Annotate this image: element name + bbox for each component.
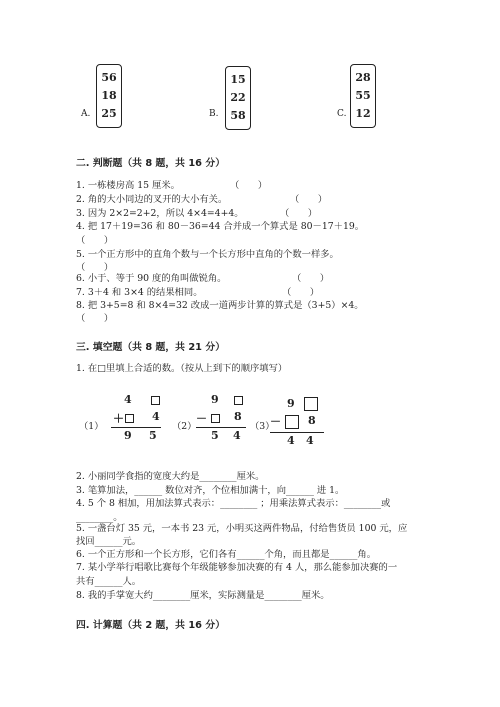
option-a-number-2: 18 <box>101 89 117 102</box>
judge-q1: 1. 一栋楼房高 15 厘米。 <box>76 180 180 191</box>
puzzle-1-result-tens: 9 <box>124 429 132 442</box>
puzzle-3-operator: － <box>270 415 281 428</box>
puzzle-1-mid-box[interactable] <box>125 414 134 423</box>
judge-q2: 2. 角的大小同边的叉开的大小有关。 <box>76 194 228 205</box>
judge-q6: 6. 小于、等于 90 度的角叫做锐角。 <box>76 273 227 284</box>
judge-q6-answer[interactable]: （ ） <box>292 273 330 284</box>
fill-q2: 2. 小丽同学食指的宽度大约是________厘米。 <box>76 471 265 482</box>
judge-q7-answer[interactable]: （ ） <box>282 287 320 298</box>
judge-q5: 5. 一个正方形中的直角个数与一个长方形中直角的个数一样多。 <box>76 249 339 260</box>
puzzle-3-label: （3） <box>250 421 275 432</box>
fill-q7-line2: 共有______人。 <box>76 576 142 587</box>
option-b-number-3: 58 <box>230 109 246 122</box>
puzzle-3-rule <box>270 432 324 433</box>
puzzle-2-label: （2） <box>172 421 197 432</box>
puzzle-3-top-box[interactable] <box>304 397 318 411</box>
puzzle-2-top-box[interactable] <box>234 396 243 405</box>
puzzle-2-rule <box>196 427 246 428</box>
option-a-label: A. <box>81 109 91 119</box>
judge-q3: 3. 因为 2×2=2+2，所以 4×4=4+4。 <box>76 208 244 219</box>
fill-q7-line1: 7. 某小学举行唱歌比赛每个年级能够参加决赛的有 4 人，那么能参加决赛的一 <box>76 562 398 573</box>
option-b-card <box>225 66 251 130</box>
option-c-number-3: 12 <box>355 107 371 120</box>
puzzle-1-operator: ＋ <box>113 412 124 425</box>
judge-q4: 4. 把 17＋19=36 和 80－36=44 合并成一个算式是 80－17＋19。 <box>76 221 365 232</box>
puzzle-1-rule <box>111 427 161 428</box>
puzzle-2-top-digit: 9 <box>211 393 219 406</box>
fill-q3: 3. 笔算加法，______ 数位对齐，个位相加满十，向______ 进 1。 <box>76 485 345 496</box>
option-b-label: B. <box>209 109 219 119</box>
judge-q1-answer[interactable]: （ ） <box>230 180 268 191</box>
puzzle-1-label: （1） <box>79 421 104 432</box>
puzzle-2-result-ones: 4 <box>233 429 241 442</box>
judge-q2-answer[interactable]: （ ） <box>290 194 328 205</box>
judge-q3-answer[interactable]: （ ） <box>280 208 318 219</box>
puzzle-2-mid-digit: 8 <box>234 410 242 423</box>
section-2-title: 二. 判断题（共 8 题，共 16 分） <box>76 158 225 169</box>
option-c-number-1: 28 <box>355 71 371 84</box>
fill-q8: 8. 我的手掌宽大约________厘米，实际测量是________厘米。 <box>76 590 330 601</box>
option-c-label: C. <box>337 109 347 119</box>
puzzle-2-mid-box[interactable] <box>211 414 220 423</box>
fill-q5-line2: 找回______元。 <box>76 536 142 547</box>
puzzle-1-mid-digit: 4 <box>152 410 160 423</box>
puzzle-1-top-digit: 4 <box>124 393 132 406</box>
option-c-card <box>350 64 376 128</box>
puzzle-3-top-digit: 9 <box>287 397 295 410</box>
judge-q8: 8. 把 3+5=8 和 8×4=32 改成一道两步计算的算式是（3+5）×4。 <box>76 300 364 311</box>
option-c-number-2: 55 <box>355 89 371 102</box>
fill-q4-line1: 4. 5 个 8 相加，用加法算式表示：________ ；用乘法算式表示：________或 <box>76 498 391 509</box>
puzzle-2-operator: － <box>196 412 207 425</box>
option-b-number-1: 15 <box>230 73 246 86</box>
option-a-number-1: 56 <box>101 71 117 84</box>
section-3-title: 三. 填空题（共 8 题，共 21 分） <box>76 342 225 353</box>
puzzle-3-result-tens: 4 <box>287 434 295 447</box>
judge-q4-answer[interactable]: （ ） <box>76 235 114 246</box>
fill-q1: 1. 在□里填上合适的数。（按从上到下的顺序填写） <box>76 363 288 374</box>
puzzle-2-result-tens: 5 <box>211 429 219 442</box>
option-a-card <box>96 64 122 128</box>
option-a-number-3: 25 <box>101 107 117 120</box>
fill-q5-line1: 5. 一盏台灯 35 元，一本书 23 元，小明买这两件物品，付给售货员 100 元，应 <box>76 523 408 534</box>
judge-q8-answer[interactable]: （ ） <box>76 313 114 324</box>
option-b-number-2: 22 <box>230 91 246 104</box>
puzzle-1-result-ones: 5 <box>149 429 157 442</box>
fill-q4-line2: ________。 <box>76 512 123 523</box>
fill-q6: 6. 一个正方形和一个长方形，它们各有______个角，而且都是______角。 <box>76 549 377 560</box>
puzzle-3-mid-box[interactable] <box>285 415 299 429</box>
judge-q5-answer[interactable]: （ ） <box>76 262 114 273</box>
section-4-title: 四. 计算题（共 2 题，共 16 分） <box>76 620 225 631</box>
puzzle-3-mid-digit: 8 <box>308 414 316 427</box>
puzzle-3-result-ones: 4 <box>306 434 314 447</box>
judge-q7: 7. 3＋4 和 3×4 的结果相同。 <box>76 287 203 298</box>
puzzle-1-top-box[interactable] <box>151 396 160 405</box>
